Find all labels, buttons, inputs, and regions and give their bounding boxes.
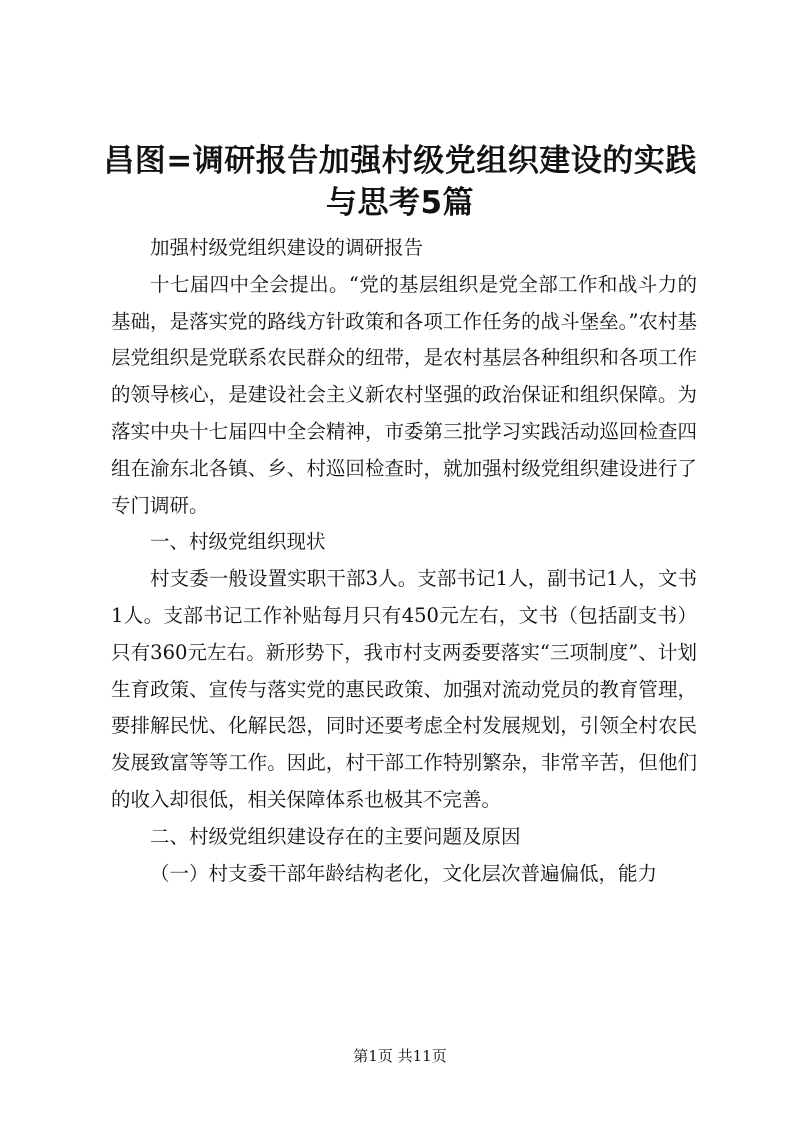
section-heading-1: 一、村级党组织现状 xyxy=(150,530,326,554)
document-title: 昌图=调研报告加强村级党组织建设的实践与思考5篇 xyxy=(103,143,697,221)
section-heading-2: 二、村级党组织建设存在的主要问题及原因 xyxy=(150,824,521,848)
page-footer: 第1页 共11页 xyxy=(353,1047,447,1065)
paragraph-intro: 十七届四中全会提出。“党的基层组织是党全部工作和战斗力的基础，是落实党的路线方针政策和各项工作任务的战斗堡垒。”农村基层党组织是党联系农民群众的纽带，是农村基层各种组织和各项工作的领导核心，是建设社会主义新农村坚强的政治保证和组织保障。为落实中央十七届四中全会精神，市委第三批学习实践活动巡回检查四组在渝东北各镇、乡、村巡回检查时，就加强村级党组织建设进行了专门调研。 xyxy=(111,272,697,517)
paragraph-subtitle: 加强村级党组织建设的调研报告 xyxy=(150,236,424,259)
paragraph-problem-1: （一）村支委干部年龄结构老化，文化层次普遍偏低，能力 xyxy=(150,861,658,885)
paragraph-status: 村支委一般设置实职干部3人。支部书记1人，副书记1人，文书1人。支部书记工作补贴每月只有450元左右，文书（包括副支书）只有360元左右。新形势下，我市村支两委要落实“三项制度”、计划生育政策、宣传与落实党的惠民政策、加强对流动党员的教育管理，要排解民忧、化解民怨，同时还要考虑全村发展规划，引领全村农民发展致富等等工作。因此，村干部工作特别繁杂，非常辛苦，但他们的收入却很低，相关保障体系也极其不完善。 xyxy=(111,567,697,811)
document-body xyxy=(111,230,697,892)
